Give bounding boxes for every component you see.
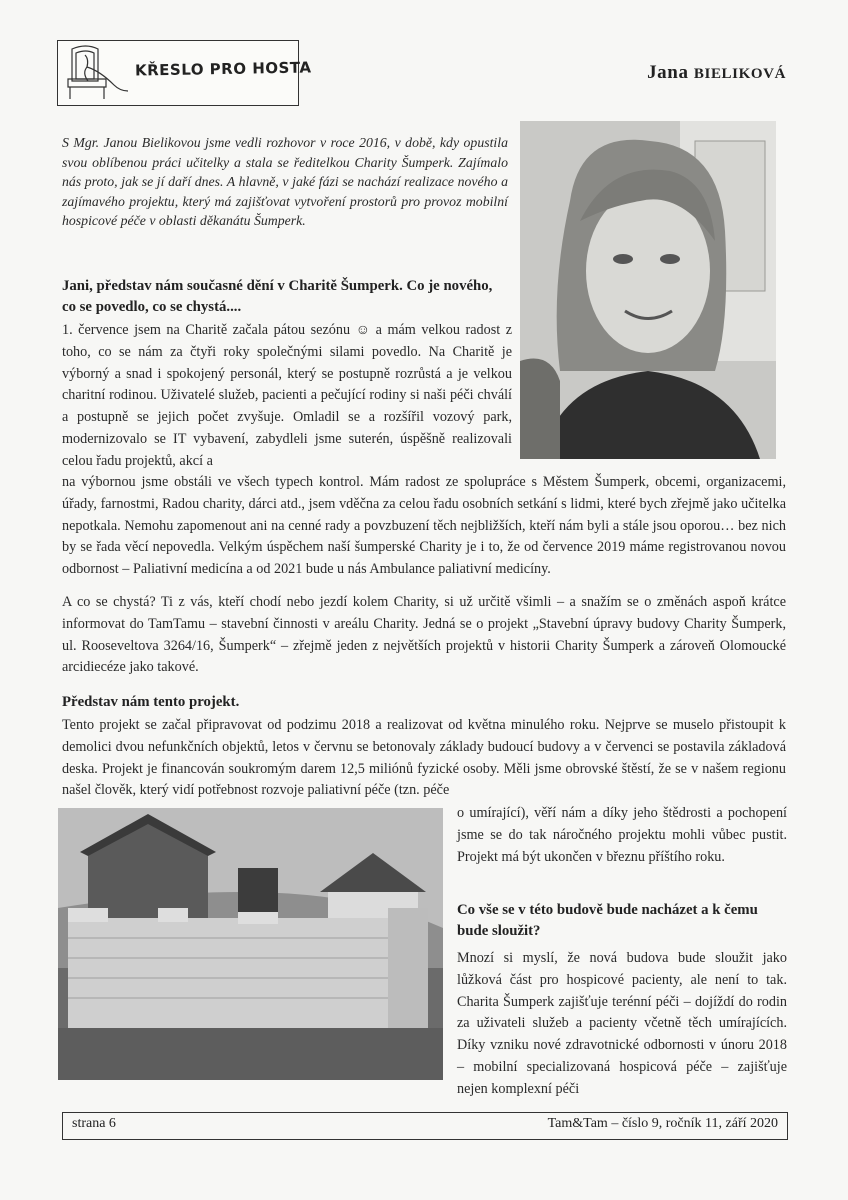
answer-1-part-3: A co se chystá? Ti z vás, kteří chodí nebo jezdí kolem Charity, si už určitě všimli – a snažím se o změnách aspoň krátce informovat do TamTamu – stavební činnosti v areálu Charity. Jedná se o projekt „Stavební úpravy budovy Charity Šumperk, ul. Rooseveltova 3264/16, Šumperk“ – zřejmě jeden z největších projektů v historii Charity Šumperk a zároveň Olomoucké arcidiecéze jako takové. — [62, 594, 786, 676]
question-3: Co vše se v této budově bude nacházet a k čemu bude sloužit? — [457, 902, 758, 939]
portrait-photo — [520, 121, 776, 459]
answer-3: Mnozí si myslí, že nová budova bude sloužit jako lůžková část pro hospicové pacienty, ale není to tak. Charita Šumperk zajišťuje terénní péči – dojíždí do rodin za uživateli služeb a pacienty včetně těch umírajících. Díky vzniku nové zdravotnické odbornosti v únoru 2018 – mobilní specializovaná hospicová péče – zajišťuje nejen komplexní péči — [457, 950, 787, 1097]
intro-paragraph: S Mgr. Janou Bielikovou jsme vedli rozhovor v roce 2016, v době, kdy opustila svou oblíbenou práci učitelky a stala se ředitelkou Charity Šumperk. Zajímalo nás proto, jak se jí daří dnes. A hlavně, v jaké fázi se nachází realizace nového a zajímavého projektu, který má zajišťovat vytvoření prostorů pro provoz mobilní hospicové péče v oblasti děkanátu Šumperk. — [62, 135, 508, 229]
answer-1-part-2: na výbornou jsme obstáli ve všech typech kontrol. Mám radost ze spolupráce s Městem Šumperk, obcemi, organizacemi, úřady, farnostmi, Radou charity, dárci atd., jsem vděčna za celou řadu osobních setkání s lidmi, které bych zřejmě jako učitelka nepotkala. Nemohu zapomenout ani na cenné rady a povzbuzení těch nejbližších, kteří nám byli a stále jsou oporou… bez nich by se řada věcí nepovedla. Velkým úspěchem naší šumperské Charity je i to, že od července 2019 máme registrovanou novou odbornost – Paliativní medicína a od 2021 bude u nás Ambulance paliativní medicíny. — [62, 474, 786, 578]
construction-photo — [58, 808, 443, 1080]
answer-1-part-1: 1. července jsem na Charitě začala pátou sezónu ☺ a mám velkou radost z toho, co se nám za čtyři roky společnými silami povedlo. Na Charitě je výborný a snad i spokojený personál, který se postupně rozrůstá a je velkou charitní rodinou. Uživatelé služeb, pacienti a pečující rodiny si naši péči chválí a postupně se jejich počet zvyšuje. Omladil se a rozšířil vozový park, modernizovalo se IT vybavení, zabydleli jsme suterén, úspěšně realizovali celou řadu projektů, akcí a — [62, 322, 512, 469]
question-2: Představ nám tento projekt. — [62, 694, 240, 710]
issue-info: Tam&Tam – číslo 9, ročník 11, září 2020 — [547, 1116, 778, 1131]
page-number: strana 6 — [72, 1116, 116, 1131]
answer-2-part-2: o umírající), věří nám a díky jeho štědrosti a pochopení jsme se do tak náročného projektu mohli vůbec pustit. Projekt má být ukončen v březnu příštího roku. — [457, 805, 787, 865]
section-title: KŘESLO PRO HOSTA — [134, 58, 312, 80]
question-1: Jani, představ nám současné dění v Charitě Šumperk. Co je nového, co se povedlo, co se chystá.... — [62, 278, 493, 315]
author-last-name: BIELIKOVÁ — [693, 66, 786, 82]
author-first-name: Jana — [647, 62, 689, 83]
answer-2-part-1: Tento projekt se začal připravovat od podzimu 2018 a realizovat od května minulého roku. Nejprve se muselo přistoupit k demolici dvou nefunkčních objektů, letos v červnu se betonovaly základy budoucí budovy a v červenci se postavila základová deska. Projekt je financován soukromým darem 12,5 miliónů fyzické osoby. Měli jsme obrovské štěstí, že se v našem regionu našel člověk, který vidí potřebnost rozvoje paliativní péče (tzn. péče — [62, 717, 786, 799]
author-name — [647, 62, 786, 84]
